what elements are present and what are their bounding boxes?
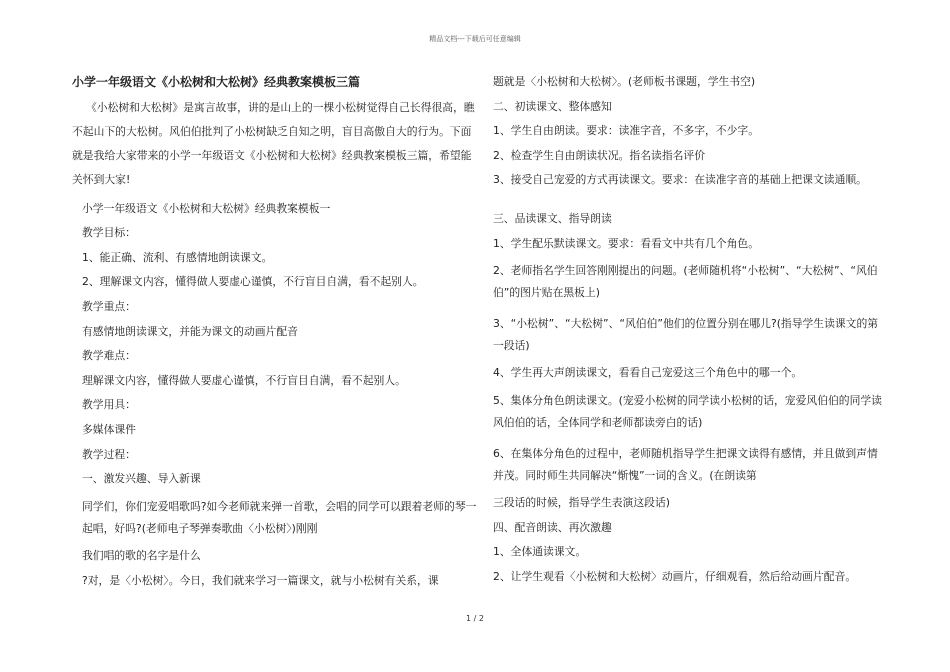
- step-3-heading: 三、品读课文、指导朗读: [493, 211, 612, 225]
- step-2-item-2: 2、检查学生自由朗读状况。指名读指名评价: [493, 148, 706, 162]
- document-title: 小学一年级语文《小松树和大松树》经典教案模板三篇: [72, 75, 361, 89]
- step-3-item-2: 2、老师指名学生回答刚刚提出的问题。(老师随机将“小松树”、“大松树”、“风伯伯”的图片贴在黑板上): [493, 264, 878, 300]
- lesson-intro: ?对，是〈小松树〉。今日，我们就来学习一篇课文，就与小松树有关系，课: [82, 573, 439, 587]
- left-column: [72, 74, 482, 598]
- step-3-item-5: 5、集体分角色朗读课文。(宠爱小松树的同学读小松树的话，宠爱风伯伯的同学读风伯伯的话，全体同学和老师都读旁白的话): [493, 393, 882, 429]
- difficulties-label: 教学难点：: [82, 349, 136, 363]
- section-gap: [483, 197, 883, 211]
- step-2-heading: 二、初读课文、整体感知: [493, 99, 612, 113]
- right-column: [483, 74, 883, 594]
- intro-paragraph: 《小松树和大松树》是寓言故事，讲的是山上的一棵小松树觉得自己长得很高，瞧不起山下的大松树。风伯伯批判了小松树缺乏自知之明，盲目高傲自大的行为。下面就是我给大家带来的小学一年级语文《小松树和大松树》经典教案模板三篇，希望能关怀到大家!: [72, 101, 475, 186]
- step-1-heading: 一、激发兴趣、导入新课: [82, 472, 201, 486]
- step-4-heading: 四、配音朗读、再次激趣: [493, 520, 612, 534]
- step-2-item-1: 1、学生自由朗读。要求：读准字音，不多字，不少字。: [493, 124, 759, 138]
- step-4-item-1: 1、全体通读课文。: [493, 545, 587, 559]
- objective-2: 2、理解课文内容，懂得做人要虚心谨慎，不行盲目自满，看不起别人。: [82, 275, 424, 289]
- key-points-text: 有感情地朗读课文，并能为课文的动画片配音: [82, 324, 298, 338]
- step-3-item-4: 4、学生再大声朗读课文，看看自己宠爱这三个角色中的哪一个。: [493, 366, 803, 380]
- step-3-item-1: 1、学生配乐默读课文。要求：看看文中共有几个角色。: [493, 236, 759, 250]
- step-3-item-6-cont: 三段话的时候，指导学生表演这段话): [493, 496, 670, 510]
- tools-label: 教学用具：: [82, 398, 136, 412]
- step-3-item-6: 6、在集体分角色的过程中，老师随机指导学生把课文读得有感情，并且做到声情并茂。同时师生共同解决“惭愧”一词的含义。(在朗读第: [493, 446, 878, 482]
- title-board-line: 题就是〈小松树和大松树〉。(老师板书课题，学生书空): [493, 75, 756, 88]
- page-number: 1 / 2: [466, 614, 484, 623]
- tools-text: 多媒体课件: [82, 422, 136, 436]
- key-points-label: 教学重点：: [82, 299, 136, 313]
- header-note: 精品文档---下载后可任意编辑: [429, 35, 521, 43]
- plan-heading: 小学一年级语文《小松树和大松树》经典教案模板一: [82, 201, 331, 215]
- objective-1: 1、能正确、流利、有感情地朗读课文。: [82, 250, 273, 264]
- song-paragraph: 同学们，你们宠爱唱歌吗?如今老师就来弹一首歌，会唱的同学可以跟着老师的琴一起唱，好吗?(老师电子琴弹奏歌曲〈小松树〉)刚刚: [82, 499, 477, 535]
- objectives-label: 教学目标：: [82, 226, 136, 240]
- process-label: 教学过程：: [82, 447, 136, 461]
- difficulties-text: 理解课文内容，懂得做人要虚心谨慎，不行盲目自满，看不起别人。: [82, 373, 406, 387]
- song-question: 我们唱的歌的名字是什么: [82, 549, 201, 563]
- step-2-item-3: 3、接受自己宠爱的方式再读课文。要求：在读准字音的基础上把课文读通顺。: [493, 173, 867, 187]
- step-4-item-2: 2、让学生观看〈小松树和大松树〉动画片，仔细观看，然后给动画片配音。: [493, 569, 857, 583]
- step-3-item-3: 3、“小松树”、“大松树”、“风伯伯”他们的位置分别在哪儿?(指导学生读课文的第一段话): [493, 316, 879, 352]
